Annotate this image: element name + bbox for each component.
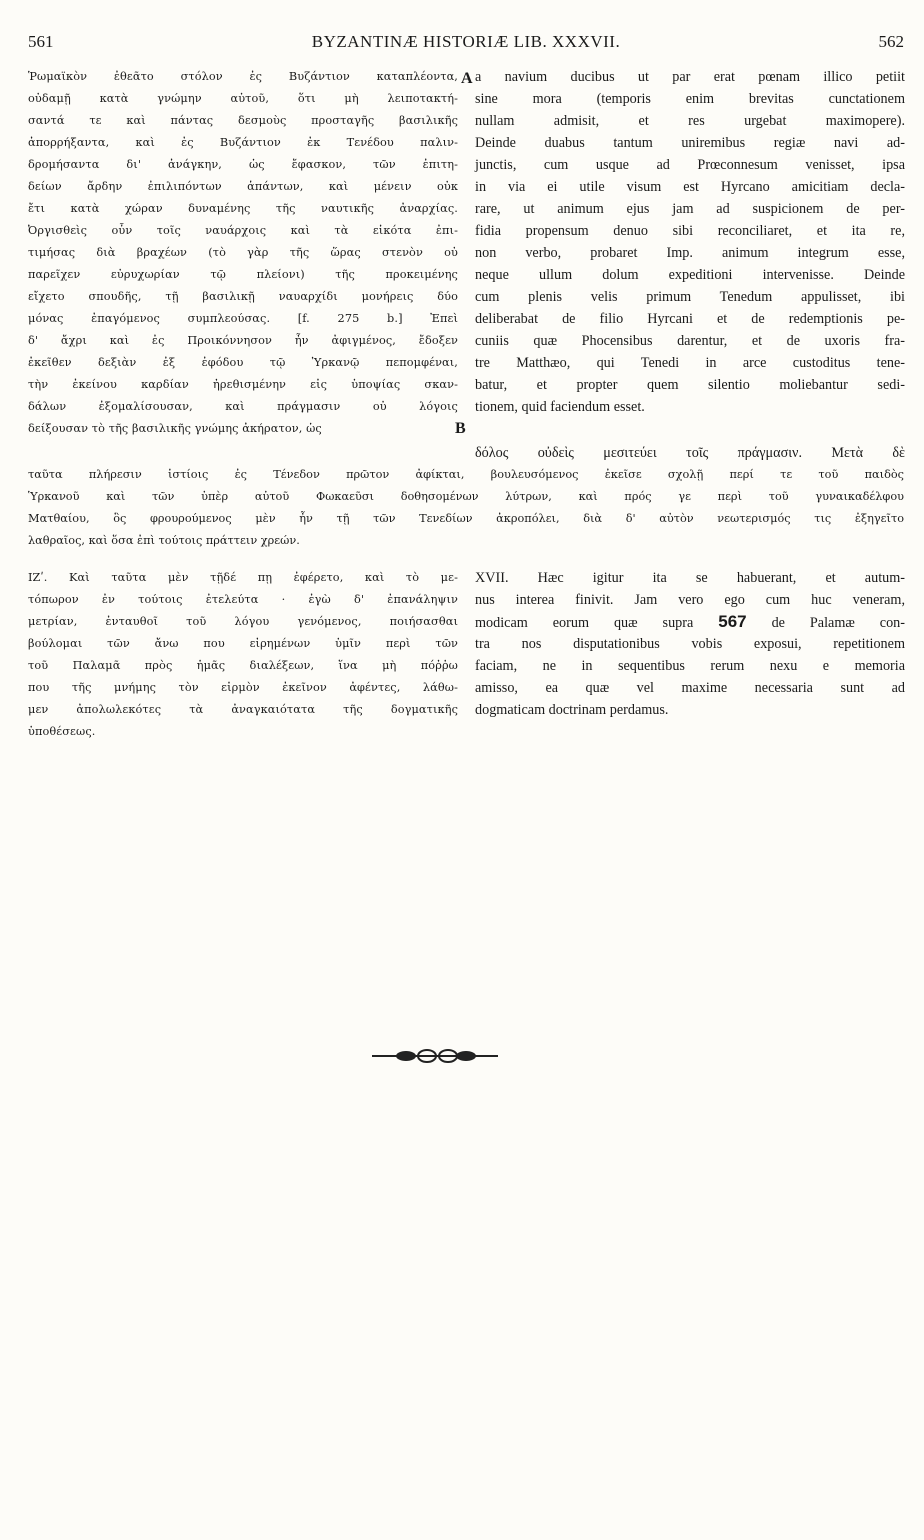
- column-number: 567: [718, 612, 747, 631]
- latin-text-line: XVII. Hæc igitur ita se habuerant, et autum-: [475, 570, 905, 586]
- latin-text-line: tre Matthæo, qui Tenedi in arce custoditus tene-: [475, 355, 905, 371]
- greek-text-line: δάλων ἐξομαλίσουσαν, καὶ πράγμασιν οὐ λόγοις: [28, 400, 458, 413]
- greek-text-line: εἴχετο σπουδῆς, τῇ βασιλικῇ ναυαρχίδι μονήρεις δύο: [28, 290, 458, 303]
- running-title: BYZANTINÆ HISTORIÆ LIB. XXXVII.: [311, 32, 621, 51]
- greek-text-line: Ὑρκανοῦ καὶ τῶν ὑπὲρ αὐτοῦ Φωκαεῦσι δοθησομένων λύτρων, καὶ πρός γε περὶ τοῦ γυναικαδέλφου: [28, 490, 904, 503]
- latin-text-line: deliberabat de filio Hyrcani et de redemptionis pe-: [475, 311, 905, 327]
- greek-text-line: σαντά τε καὶ πάντας δεσμοὺς προσταγῆς βασιλικῆς: [28, 114, 458, 127]
- greek-text-line: οὐδαμῇ κατὰ γνώμην αὐτοῦ, ὅτι μὴ λειποτακτή-: [28, 92, 458, 105]
- greek-text-line: που τῆς μνήμης τὸν εἱρμὸν ἐκεῖνον ἀφέντες, λάθω-: [28, 681, 458, 694]
- latin-text-line: Deinde duabus tantum uniremibus regiæ navi ad-: [475, 135, 905, 151]
- greek-text-line: τόπωρον ἐν τούτοις ἐτελεύτα · ἐγὼ δ' ἐπανάληψιν: [28, 593, 458, 606]
- greek-dolos-line: δόλος οὐδεὶς μεσιτεύει τοῖς πράγμασιν. Μετὰ δὲ: [475, 445, 905, 461]
- greek-text-line: ταῦτα πλήρεσιν ἱστίοις ἐς Τένεδον πρῶτον ἀφίκται, βουλευσόμενος ἐκεῖσε σχολῇ περί τε τοῦ παιδὸς: [28, 468, 904, 481]
- page-number-left: 561: [28, 32, 54, 51]
- latin-text-line: tionem, quid faciendum esset.: [475, 399, 645, 415]
- latin-text-line: nus interea finivit. Jam vero ego cum huc veneram,: [475, 592, 905, 608]
- latin-text-line: dogmaticam doctrinam perdamus.: [475, 702, 669, 718]
- latin-text-line: a navium ducibus ut par erat pœnam illico petiit: [475, 69, 905, 85]
- greek-text-line: τὴν ἐκείνου καρδίαν ἠρεθισμένην εἰς ὑποψίας σκαν-: [28, 378, 458, 391]
- greek-text-line: ὑποθέσεως.: [28, 725, 96, 738]
- latin-text-line: cum plenis velis primum Tenedum appulisset, ibi: [475, 289, 905, 305]
- greek-text-line: ΙΖʹ. Καὶ ταῦτα μὲν τῇδέ πῃ ἐφέρετο, καὶ τὸ με-: [28, 571, 458, 584]
- latin-text-line: fidia propensum denuo sibi reconciliaret, et ita re,: [475, 223, 905, 239]
- margin-marker-a: A: [461, 70, 473, 87]
- page-number-right: 562: [878, 32, 904, 51]
- latin-text-line: nullam admisit, et res urgebat maximopere).: [475, 113, 905, 129]
- latin-text-line: rare, ut animum ejus jam ad suspicionem de per-: [475, 201, 905, 217]
- greek-text-line: λαθραῖος, καὶ ὅσα ἐπὶ τούτοις πράττειν χρεών.: [28, 534, 300, 547]
- greek-text-line: ἔτι κατὰ χώραν δυναμένης τῆς ναυτικῆς ἀναρχίας.: [28, 202, 458, 215]
- latin-text-line: cuniis quæ Phocensibus darentur, et de uxoris fra-: [475, 333, 905, 349]
- greek-text-line: δείξουσαν τὸ τῆς βασιλικῆς γνώμης ἀκήρατον, ὡς: [28, 422, 322, 435]
- latin-text-line: junctis, cum usque ad Prœconnesum venisset, ipsa: [475, 157, 905, 173]
- greek-text-line: ἀπορρήξαντα, καὶ ἐς Βυζάντιον ἐκ Τενέδου παλιν-: [28, 136, 458, 149]
- latin-text-line: neque ullum dolum expeditioni intervenisse. Deinde: [475, 267, 905, 283]
- latin-text-line: sine mora (temporis enim brevitas cunctationem: [475, 91, 905, 107]
- greek-text-line: Ῥωμαϊκὸν ἐθεᾶτο στόλον ἐς Βυζάντιον καταπλέοντα,: [28, 70, 458, 83]
- running-header: [28, 32, 904, 56]
- greek-text-line: δρομήσαντα δι' ἀνάγκην, ὡς ἔφασκον, τῶν ἐπιτη-: [28, 158, 458, 171]
- greek-text-line: παρεῖχεν εὐρυχωρίαν τῷ πλείονι) τῆς προκειμένης: [28, 268, 458, 281]
- greek-text-line: μεν ἀπολωλεκότες τὰ ἀναγκαιότατα τῆς δογματικῆς: [28, 703, 458, 716]
- latin-text-line: faciam, ne in sequentibus rerum nexu e memoria: [475, 658, 905, 674]
- latin-text-line: batur, et propter quem silentio moliebantur sedi-: [475, 377, 905, 393]
- latin-text-line: non verbo, probaret Imp. animum integrum esse,: [475, 245, 905, 261]
- greek-text-line: τοῦ Παλαμᾶ πρὸς ἡμᾶς διαλέξεων, ἵνα μὴ πόῤῥω: [28, 659, 458, 672]
- margin-marker-b: B: [455, 420, 466, 437]
- greek-text-line: μόνας ἐπαγόμενος συμπλεούσας. [f. 275 b.] Ἐπεὶ: [28, 312, 458, 325]
- latin-text-line: in via ei utile visum est Hyrcano amicitiam decla-: [475, 179, 905, 195]
- latin-text-line: modicam eorum quæ supra 567 de Palamæ con-: [475, 612, 905, 631]
- greek-text-line: ἐκεῖθεν δεξιὰν ἐξ ἐφόδου τῷ Ὑρκανῷ πεπομφέναι,: [28, 356, 458, 369]
- greek-text-line: τιμήσας διὰ βραχέων (τὸ γὰρ τῆς ὥρας στενὸν οὐ: [28, 246, 458, 259]
- greek-text-line: δείων ἄρδην ἐπιλιπόντων ἁπάντων, καὶ μένειν οὐκ: [28, 180, 458, 193]
- latin-text-line: tra nos disputationibus vobis exposui, repetitionem: [475, 636, 905, 652]
- greek-text-line: Ὀργισθεὶς οὖν τοῖς ναυάρχοις καὶ τὰ εἰκότα ἐπι-: [28, 224, 458, 237]
- greek-text-line: δ' ἄχρι καὶ ἐς Προικόννησον ἦν ἀφιγμένος, ἔδοξεν: [28, 334, 458, 347]
- ornamental-divider: [370, 1044, 500, 1068]
- greek-text-line: Ματθαίου, ὃς φρουρούμενος μὲν ἦν τῇ τῶν Τενεδίων ἀκροπόλει, διὰ δ' αὐτὸν νεωτερισμός τις ἐξηγεῖτο: [28, 512, 904, 525]
- greek-text-line: μετρίαν, ἐνταυθοῖ τοῦ λόγου γενόμενος, ποιήσασθαι: [28, 615, 458, 628]
- greek-text-line: βούλομαι τῶν ἄνω που εἰρημένων ὑμῖν περὶ τῶν: [28, 637, 458, 650]
- latin-text-line: amisso, ea quæ vel maxime necessaria sunt ad: [475, 680, 905, 696]
